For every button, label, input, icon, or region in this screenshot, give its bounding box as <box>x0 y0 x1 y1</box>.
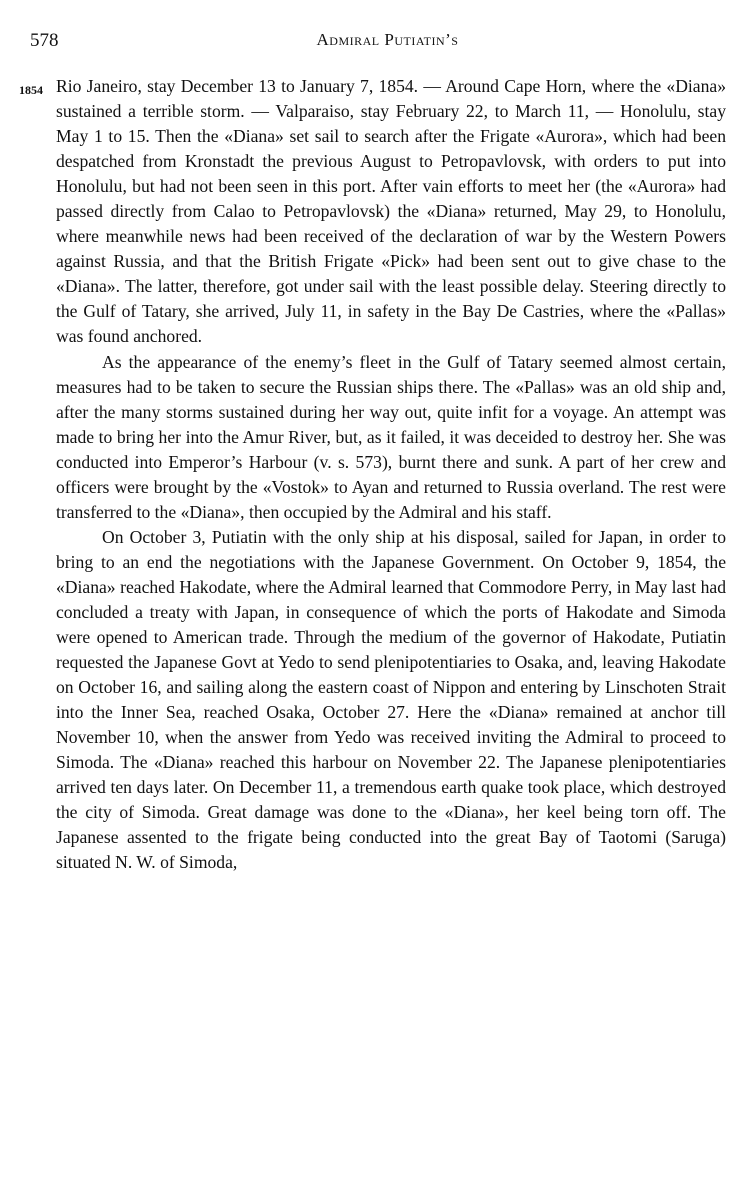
page-number: 578 <box>30 30 59 51</box>
paragraph-3: On October 3, Putiatin with the only ship at his disposal, sailed for Japan, in order to bring to an end the negotiations with the Japanese Government. On October 9, 1854, the «Diana» reached Hakodate, where the Admiral learned that Commodore Perry, in May last had concluded a treaty with Japan, in consequence of which the ports of Hakodate and Simoda were opened to American trade. Through the medium of the governor of Hakodate, Putiatin requested the Japanese Govt at Yedo to send plenipotentiaries to Osaka, and, leaving Hakodate on October 16, and sailing along the eastern coast of Nippon and entering by Linschoten Strait into the Inner Sea, reached Osaka, October 27. Here the «Diana» remained at anchor till November 10, when the answer from Yedo was received inviting the Admiral to proceed to Simoda. The «Diana» reached this harbour on November 22. The Japanese plenipotentiaries arrived ten days later. On December 11, a tremendous earth quake took place, which destroyed the city of Simoda. Great damage was done to the «Diana», her keel being torn off. The Japanese assented to the frigate being conducted into the great Bay of Taotomi (Saruga) situated N. W. of Simoda, <box>56 526 726 873</box>
page-header <box>26 30 709 54</box>
running-head: Admiral Putiatin’s <box>316 30 459 49</box>
body-text <box>56 74 726 876</box>
paragraph-2: As the appearance of the enemy’s fleet in the Gulf of Tatary seemed almost certain, measures had to be taken to secure the Russian ships there. The «Pallas» was an old ship and, after the many storms sustained during her way out, quite infit for a voyage. An attempt was made to bring her into the Amur River, but, as it failed, it was deceided to destroy her. She was conducted into Emperor’s Harbour (v. s. 573), burnt there and sunk. A part of her crew and officers were brought by the «Vostok» to Ayan and returned to Russia overland. The rest were transferred to the «Diana», then occupied by the Admiral and his staff. <box>56 351 726 522</box>
paragraph-1: Rio Janeiro, stay December 13 to January 7, 1854. — Around Cape Horn, where the «Diana» sustained a terrible storm. — Valparaiso, stay February 22, to March 11, — Honolulu, stay May 1 to 15. Then the «Diana» set sail to search after the Frigate «Aurora», which had been despatched from Kronstadt the previous August to Petropavlovsk, with orders to put into Honolulu, but had not been seen in this port. After vain efforts to meet her (the «Aurora» had passed directly from Calao to Petropavlovsk) the «Diana» returned, May 29, to Honolulu, where meanwhile news had been received of the declaration of war by the Western Powers against Russia, and that the British Frigate «Pick» had been sent out to give chase to the «Diana». The latter, therefore, got under sail with the least possible delay. Steering directly to the Gulf of Tatary, she arrived, July 11, in safety in the Bay De Castries, where the «Pallas» was found anchored. <box>56 76 726 347</box>
margin-year-note: 1854 <box>19 83 43 97</box>
